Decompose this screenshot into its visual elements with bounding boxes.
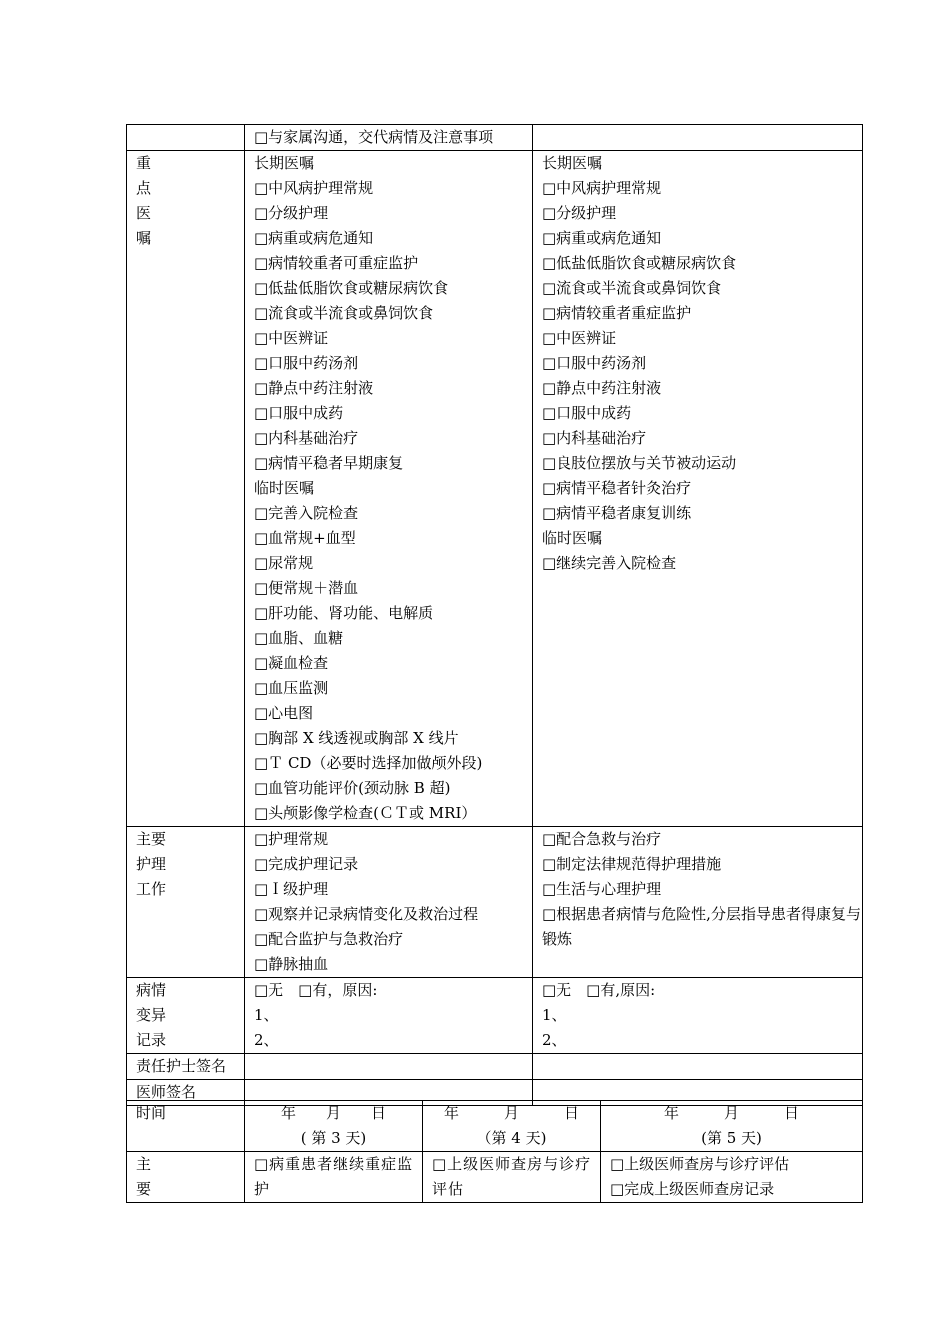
day5-date: 年 月 日	[663, 1104, 799, 1122]
nurse-signature-day2[interactable]	[533, 1054, 863, 1080]
nurse-signature-row	[127, 1054, 863, 1080]
checklist-item: □无 □有，原因:	[254, 981, 378, 999]
time-row	[127, 1101, 863, 1152]
checklist-item: 1、	[542, 1006, 567, 1024]
variation-record-row	[127, 978, 863, 1054]
key-orders-label: 重 点 医 嘱	[127, 151, 245, 827]
clinical-pathway-table-days-3-5	[126, 1100, 863, 1203]
nurse-signature-label: 责任护士签名	[127, 1054, 245, 1080]
checklist-item: □生活与心理护理	[542, 880, 662, 898]
checklist-item: □内科基础治疗	[254, 429, 359, 447]
row-label-empty	[127, 125, 245, 151]
checklist-item: □病重或病危通知	[542, 229, 662, 247]
checklist-item: 2、	[542, 1031, 567, 1049]
checklist-item: □静点中药注射液	[254, 379, 374, 397]
checklist-item: □病情较重者可重症监护	[254, 254, 419, 272]
day5-header	[601, 1101, 863, 1152]
checklist-item: □低盐低脂饮食或糖尿病饮食	[542, 254, 737, 272]
checklist-item: □头颅影像学检查(ＣＴ或 MRI）	[254, 804, 477, 822]
checklist-item: □护理常规	[254, 830, 329, 848]
clinical-pathway-table-days-1-2	[126, 124, 863, 1106]
checklist-item: □上级医师查房与诊疗评估	[610, 1155, 790, 1173]
checklist-item: □良肢位摆放与关节被动运动	[542, 454, 737, 472]
checklist-item: □病情平稳者针灸治疗	[542, 479, 692, 497]
checklist-item: 1、	[254, 1006, 279, 1024]
checklist-item: □内科基础治疗	[542, 429, 647, 447]
checklist-item: □口服中成药	[254, 404, 344, 422]
checklist-item: □Ｔ CD（必要时选择加做颅外段)	[254, 754, 483, 772]
checklist-item: □中风病护理常规	[254, 179, 374, 197]
checklist-item: □观察并记录病情变化及救治过程	[254, 905, 479, 923]
checklist-item: □完成护理记录	[254, 855, 359, 873]
main-work-day5	[601, 1152, 863, 1203]
checklist-item: □根据患者病情与危险性,分层指导患者得康复与锻炼	[542, 905, 861, 948]
checklist-item: □流食或半流食或鼻饲饮食	[542, 279, 722, 297]
checklist-item: □Ｉ级护理	[254, 880, 329, 898]
checklist-item: □低盐低脂饮食或糖尿病饮食	[254, 279, 449, 297]
key-orders-day1	[245, 151, 533, 827]
checklist-item: □肝功能、肾功能、电解质	[254, 604, 434, 622]
checklist-item: □病重患者继续重症监护	[254, 1155, 414, 1198]
family-communication-right	[533, 125, 863, 151]
checklist-item: □病重或病危通知	[254, 229, 374, 247]
checklist-item: □分级护理	[254, 204, 329, 222]
checklist-item: 临时医嘱	[254, 479, 315, 497]
checklist-item: □病情较重者重症监护	[542, 304, 692, 322]
day3-number: ( 第 3 天)	[300, 1129, 367, 1147]
checklist-item: 长期医嘱	[542, 154, 603, 172]
checklist-item: □配合监护与急救治疗	[254, 930, 404, 948]
checklist-item: □制定法律规范得护理措施	[542, 855, 722, 873]
checklist-item: □上级医师查房与诊疗评估	[432, 1155, 592, 1198]
checklist-item: □血压监测	[254, 679, 329, 697]
main-work-day4	[423, 1152, 601, 1203]
checklist-item: 长期医嘱	[254, 154, 315, 172]
checklist-item: □中医辨证	[542, 329, 617, 347]
checklist-item: □口服中药汤剂	[254, 354, 359, 372]
variation-record-day2	[533, 978, 863, 1054]
checklist-item: □口服中药汤剂	[542, 354, 647, 372]
main-work-day3	[245, 1152, 423, 1203]
checklist-item: □静脉抽血	[254, 955, 329, 973]
checklist-item: □分级护理	[542, 204, 617, 222]
checklist-item: □凝血检查	[254, 654, 329, 672]
checklist-item: □血常规+血型	[254, 529, 356, 547]
doctor-signature-label: 医师签名	[127, 1080, 245, 1106]
key-orders-row	[127, 151, 863, 827]
checklist-item: □血管功能评价(颈动脉 B 超)	[254, 779, 451, 797]
checklist-item: □血脂、血糖	[254, 629, 344, 647]
checklist-item: 临时医嘱	[542, 529, 603, 547]
day3-header	[245, 1101, 423, 1152]
checklist-item: □完成上级医师查房记录	[610, 1180, 775, 1198]
checklist-item: □流食或半流食或鼻饲饮食	[254, 304, 434, 322]
variation-record-label: 病情 变异 记录	[127, 978, 245, 1054]
checklist-item: □口服中成药	[542, 404, 632, 422]
nursing-work-day1	[245, 827, 533, 978]
variation-record-day1	[245, 978, 533, 1054]
checklist-item: □静点中药注射液	[542, 379, 662, 397]
checklist-item: □病情平稳者康复训练	[542, 504, 692, 522]
nurse-signature-day1[interactable]	[245, 1054, 533, 1080]
checklist-item: □尿常规	[254, 554, 314, 572]
nursing-work-label: 主要 护理 工作	[127, 827, 245, 978]
checklist-item: □配合急救与治疗	[542, 830, 662, 848]
family-communication-row	[127, 125, 863, 151]
checklist-item: □中医辨证	[254, 329, 329, 347]
nursing-work-day2	[533, 827, 863, 978]
checklist-item: □继续完善入院检查	[542, 554, 677, 572]
main-work-label: 主 要	[127, 1152, 245, 1203]
checklist-item: □完善入院检查	[254, 504, 359, 522]
main-work-row	[127, 1152, 863, 1203]
key-orders-day2	[533, 151, 863, 827]
checklist-item: 2、	[254, 1031, 279, 1049]
checklist-item: □中风病护理常规	[542, 179, 662, 197]
checklist-item: □便常规＋潜血	[254, 579, 359, 597]
checklist-item: □无 □有,原因:	[542, 981, 656, 999]
day3-date: 年 月 日	[280, 1104, 386, 1122]
nursing-work-row	[127, 827, 863, 978]
checklist-item: □心电图	[254, 704, 314, 722]
time-label: 时间	[127, 1101, 245, 1152]
day5-number: (第 5 天)	[701, 1129, 762, 1147]
checklist-item: □胸部 X 线透视或胸部 X 线片	[254, 729, 459, 747]
day4-date: 年 月 日	[443, 1104, 579, 1122]
day4-header	[423, 1101, 601, 1152]
family-communication-item: □与家属沟通，交代病情及注意事项	[245, 125, 533, 151]
checklist-item: □病情平稳者早期康复	[254, 454, 404, 472]
day4-number: （第 4 天)	[476, 1129, 547, 1147]
